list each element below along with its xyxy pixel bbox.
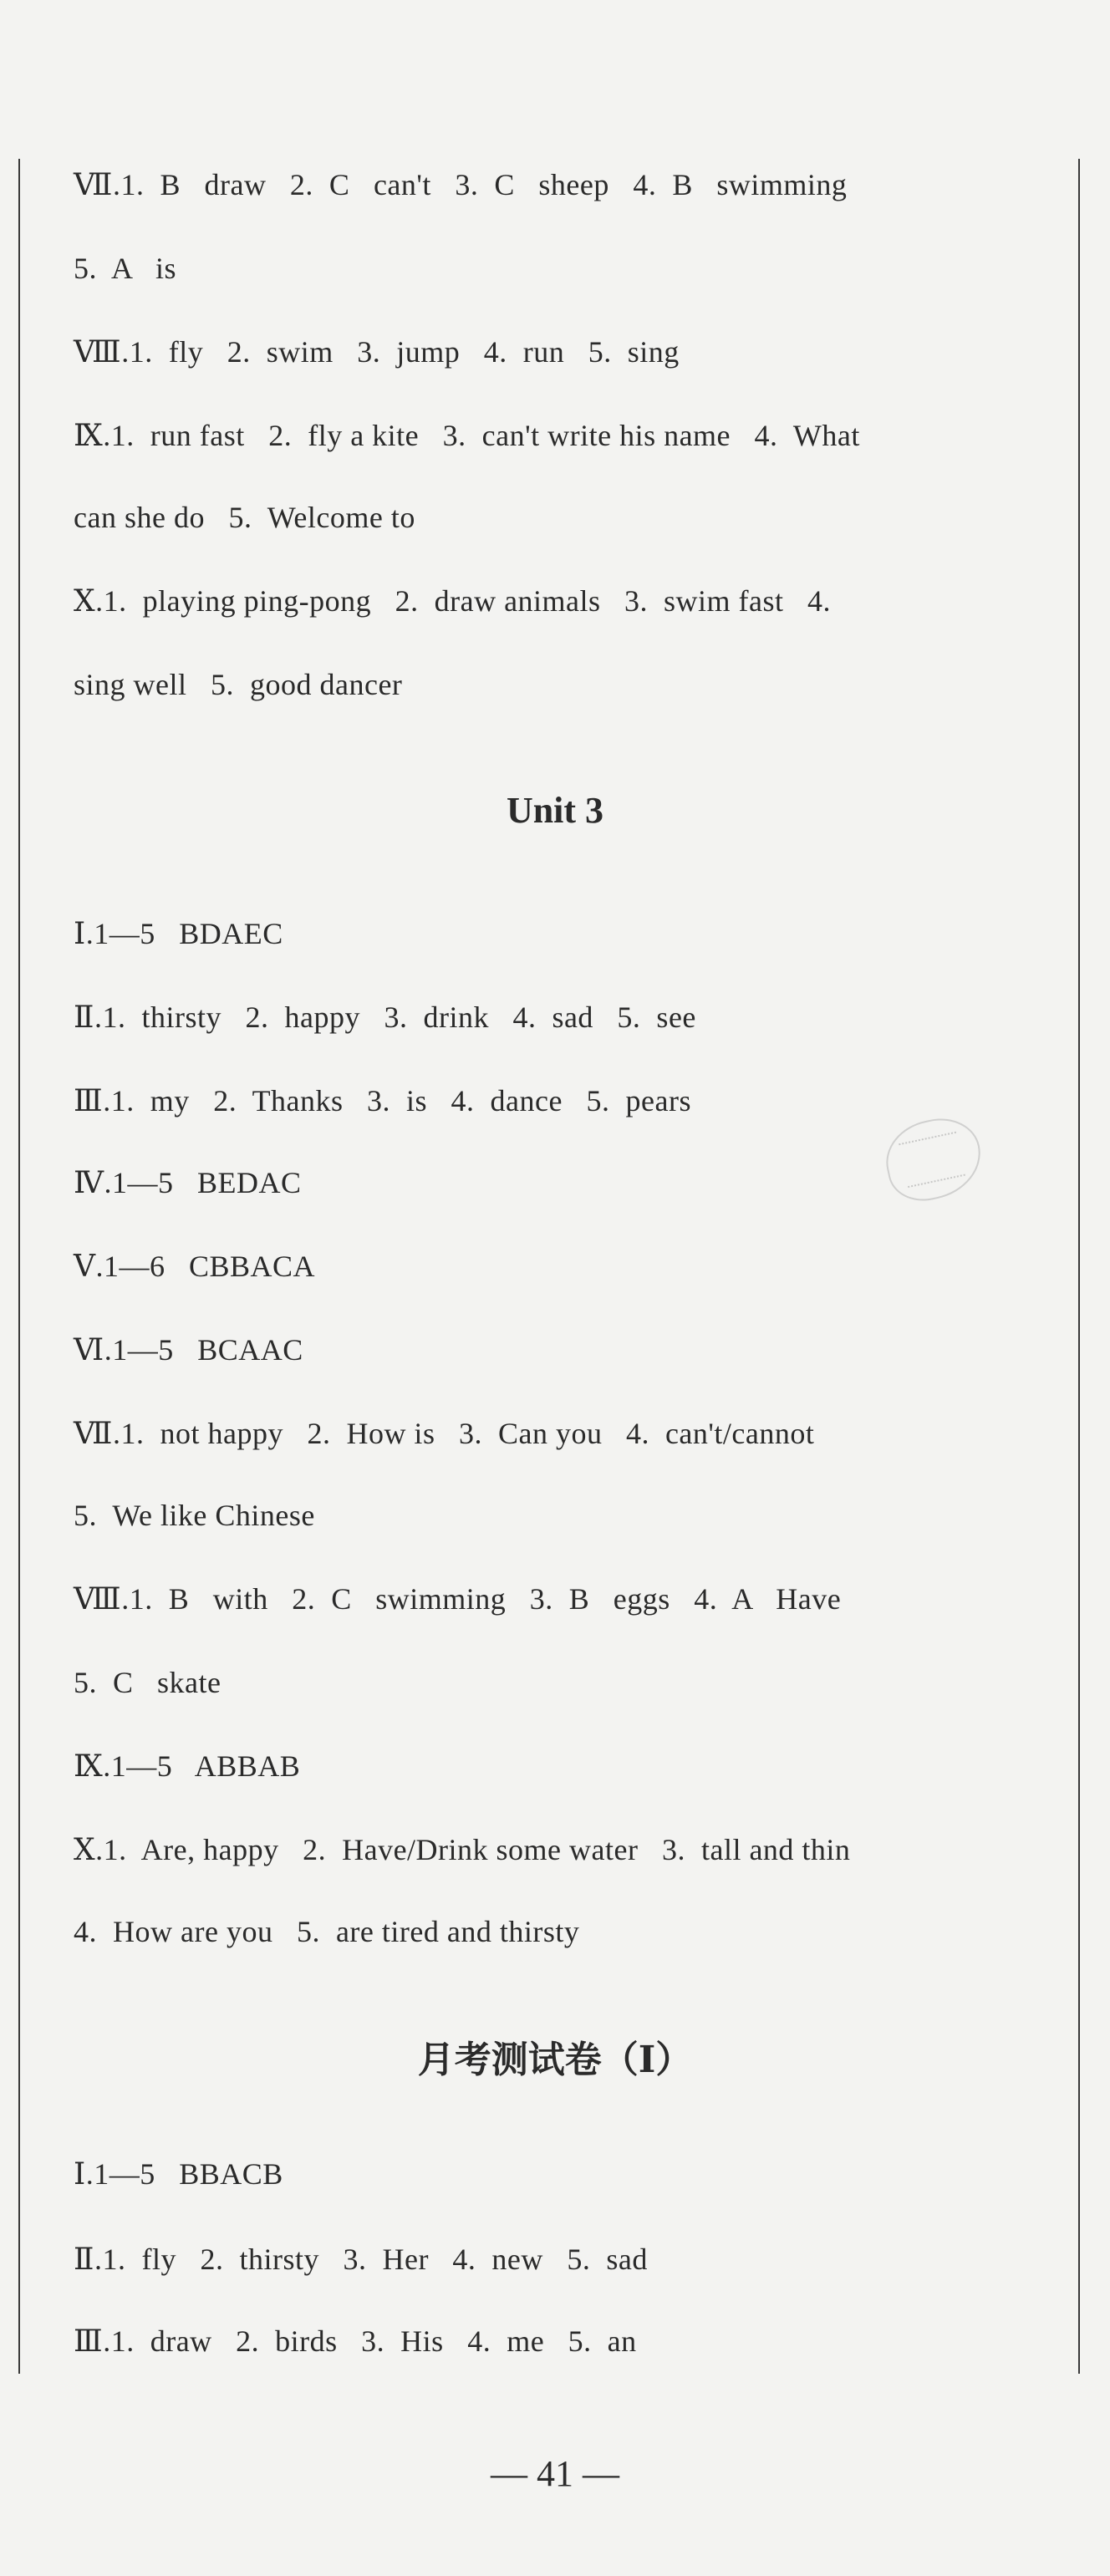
answer-line: Ⅶ.1. not happy 2. How is 3. Can you 4. can't/cannot bbox=[74, 1417, 815, 1450]
answer-line: 5. C skate bbox=[74, 1666, 221, 1699]
answer-line: 4. How are you 5. are tired and thirsty bbox=[74, 1915, 580, 1948]
answer-line: 5. We like Chinese bbox=[74, 1499, 315, 1532]
answer-line: can she do 5. Welcome to bbox=[74, 501, 415, 534]
answer-line: Ⅲ.1. my 2. Thanks 3. is 4. dance 5. pears bbox=[74, 1084, 691, 1117]
answer-line: Ⅱ.1. fly 2. thirsty 3. Her 4. new 5. sad bbox=[74, 2243, 648, 2276]
section-heading-unit-3: Unit 3 bbox=[506, 790, 604, 831]
answer-line: Ⅹ.1. playing ping-pong 2. draw animals 3. swim fast 4. bbox=[74, 584, 832, 618]
answer-line: 5. A is bbox=[74, 252, 177, 285]
answer-line: Ⅷ.1. B with 2. C swimming 3. B eggs 4. A Have bbox=[74, 1582, 842, 1616]
stamp-inner-mark bbox=[899, 1132, 965, 1188]
answer-line: Ⅸ.1. run fast 2. fly a kite 3. can't write his name 4. What bbox=[74, 419, 860, 452]
stamp-mark bbox=[878, 1111, 988, 1208]
answer-line: Ⅵ.1—5 BCAAC bbox=[74, 1333, 303, 1367]
answer-line: Ⅶ.1. B draw 2. C can't 3. C sheep 4. B swimming bbox=[74, 168, 848, 201]
answer-line: Ⅸ.1—5 ABBAB bbox=[74, 1749, 301, 1783]
answer-line: Ⅲ.1. draw 2. birds 3. His 4. me 5. an bbox=[74, 2324, 637, 2358]
section-heading-monthly-test: 月考测试卷（Ⅰ） bbox=[417, 2039, 693, 2080]
answer-line: Ⅷ.1. fly 2. swim 3. jump 4. run 5. sing bbox=[74, 335, 680, 369]
answer-line: Ⅳ.1—5 BEDAC bbox=[74, 1166, 302, 1199]
page-number: — 41 — bbox=[491, 2453, 619, 2494]
answer-line: sing well 5. good dancer bbox=[74, 668, 403, 701]
answer-line: Ⅰ.1—5 BDAEC bbox=[74, 917, 283, 950]
answer-line: Ⅴ.1—6 CBBACA bbox=[74, 1250, 316, 1283]
answer-line: Ⅹ.1. Are, happy 2. Have/Drink some water 3. tall and thin bbox=[74, 1833, 851, 1866]
answer-line: Ⅱ.1. thirsty 2. happy 3. drink 4. sad 5. see bbox=[74, 1000, 696, 1034]
answer-line: Ⅰ.1—5 BBACB bbox=[74, 2157, 283, 2191]
